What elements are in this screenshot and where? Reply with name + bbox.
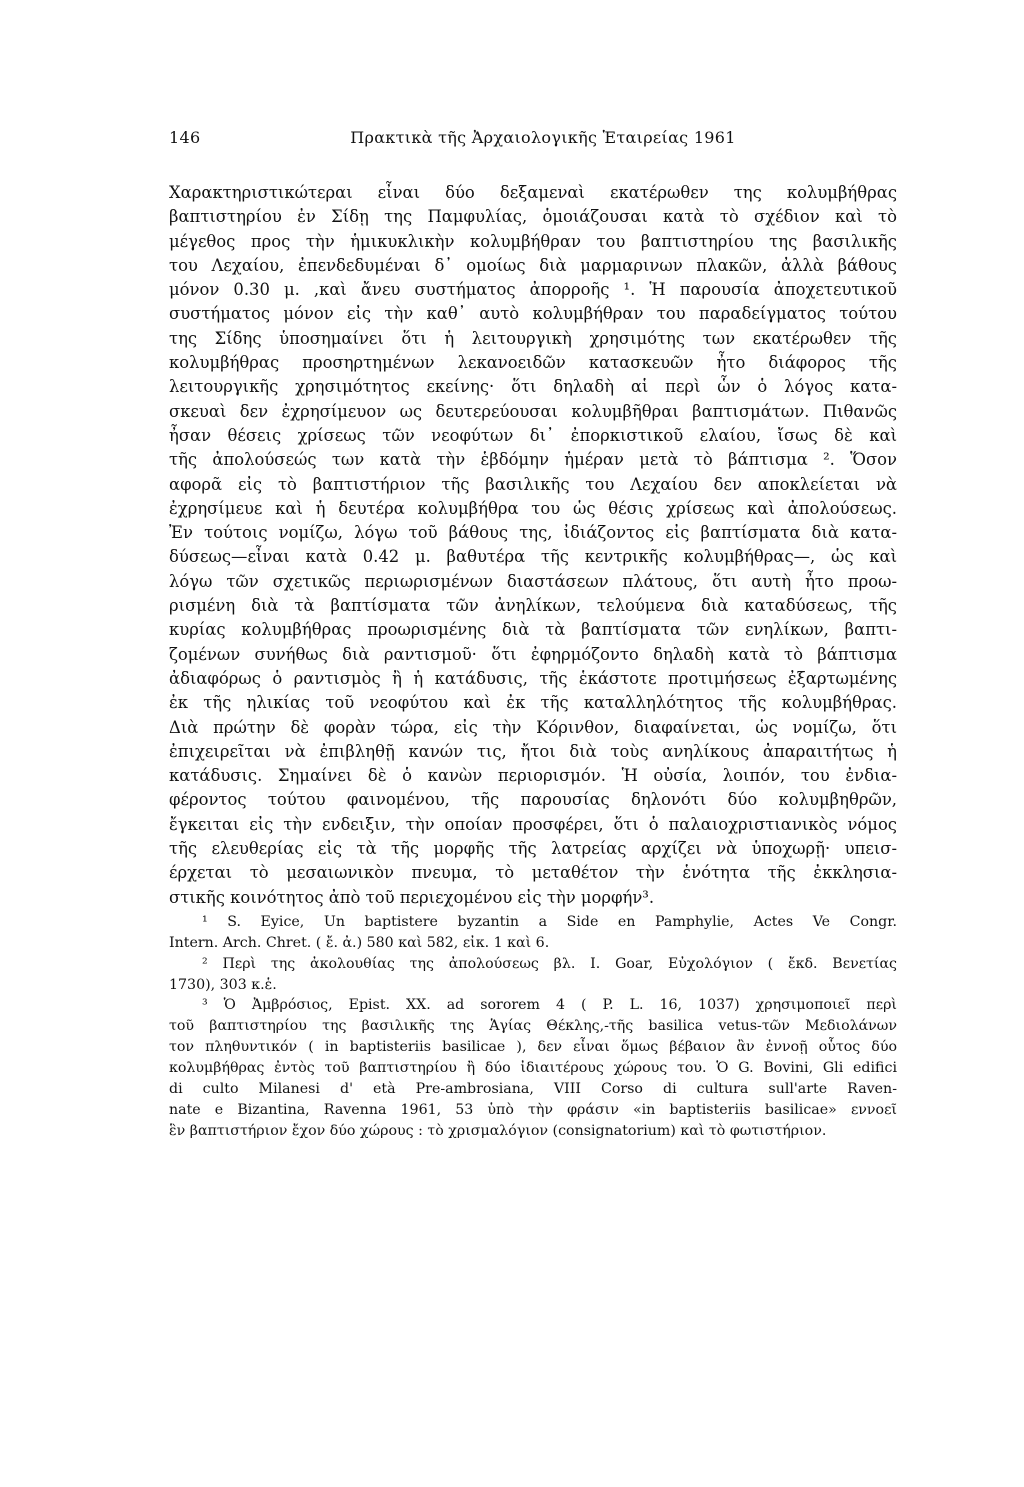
running-title: Πρακτικὰ τῆς Ἀρχαιολογικῆς Ἑταιρείας 1961 <box>350 128 736 147</box>
page-number: 146 <box>169 128 201 147</box>
text-line: συστήματος μόνον εἰς τὴν καθ᾿ αυτὸ κολυμβήθραν του παραδείγματος τούτου <box>169 304 897 324</box>
footnote-line: di culto Milanesi d' età Pre-ambrosiana, VIII Corso di cultura sull'arte Raven- <box>169 1081 897 1098</box>
text-line: τῆς ἀπολούσεώς των κατὰ τὴν ἑβδόμην ἡμέραν μετὰ τὸ βάπτισμα ². Ὅσον <box>169 450 897 470</box>
text-line: λόγω τῶν σχετικῶς περιωρισμένων διαστάσεων πλάτους, ὅτι αυτὴ ἦτο προω- <box>169 571 897 591</box>
text-line: τῆς ελευθερίας εἰς τὰ τῆς μορφῆς τῆς λατρείας αρχίζει νὰ ὑποχωρῇ· υπεισ- <box>169 839 897 859</box>
text-line: κατάδυσις. Σημαίνει δὲ ὁ κανὼν περιορισμόν. Ἡ οὐσία, λοιπόν, του ἐνδια- <box>169 766 897 786</box>
text-line: ἐκ τῆς ηλικίας τοῦ νεοφύτου καὶ ἐκ τῆς καταλληλότητος τῆς κολυμβήθρας. <box>169 693 897 713</box>
text-line: μέγεθος προς τὴν ἡμικυκλικὴν κολυμβήθραν του βαπτιστηρίου της βασιλικῆς <box>169 231 897 251</box>
text-line: Διὰ πρώτην δὲ φορὰν τώρα, εἰς τὴν Κόρινθον, διαφαίνεται, ὡς νομίζω, ὅτι <box>169 717 897 737</box>
text-line: ρισμένη διὰ τὰ βαπτίσματα τῶν ἀνηλίκων, τελούμενα διὰ καταδύσεως, τῆς <box>169 596 897 616</box>
text-line: κολυμβήθρας προσηρτημένων λεκανοειδῶν κατασκευῶν ἦτο διάφορος τῆς <box>169 353 897 373</box>
text-line: βαπτιστηρίου ἐν Σίδῃ της Παμφυλίας, ὁμοιάζουσαι κατὰ τὸ σχέδιον καὶ τὸ <box>169 207 897 227</box>
text-line: ἦσαν θέσεις χρίσεως τῶν νεοφύτων δι᾿ ἐπορκιστικοῦ ελαίου, ἴσως δὲ καὶ <box>169 425 897 445</box>
running-header <box>169 128 897 147</box>
text-line: δύσεως—εἶναι κατὰ 0.42 μ. βαθυτέρα τῆς κεντρικῆς κολυμβήθρας—, ὡς καὶ <box>169 547 897 567</box>
text-line: ἐπιχειρεῖται νὰ ἐπιβληθῇ κανών τις, ἤτοι διὰ τοὺς ανηλίκους ἀπαραιτήτως ἡ <box>169 741 897 761</box>
text-line: του Λεχαίου, ἐπενδεδυμέναι δ᾿ ομοίως διὰ μαρμαρινων πλακῶν, ἀλλὰ βάθους <box>169 255 897 275</box>
text-line: ἀδιαφόρως ὁ ραντισμὸς ἢ ἡ κατάδυσις, τῆς ἑκάστοτε προτιμήσεως ἐξαρτωμένης <box>169 668 897 688</box>
footnote-line: ἓν βαπτιστήριον ἔχον δύο χώρους : τὸ χρισμαλόγιον (consignatorium) καὶ τὸ φωτιστήριον. <box>169 1122 827 1139</box>
text-line: ἐχρησίμευε καὶ ἡ δευτέρα κολυμβήθρα του ὡς θέσις χρίσεως καὶ ἀπολούσεως. <box>169 498 897 518</box>
footnote-line: nate e Bizantina, Ravenna 1961, 53 ὑπὸ τὴν φράσιν «in baptisteriis basilicae» εννοεῖ <box>169 1101 897 1118</box>
footnotes <box>169 912 897 1142</box>
footnote-line: ¹ S. Eyice, Un baptistere byzantin a Side en Pamphylie, Actes Ve Congr. <box>202 913 897 930</box>
text-line: Ἐν τούτοις νομίζω, λόγω τοῦ βάθους της, ἰδιάζοντος εἰς βαπτίσματα διὰ κατα- <box>169 523 897 543</box>
text-line: αφορᾶ εἰς τὸ βαπτιστήριον τῆς βασιλικῆς του Λεχαίου δεν αποκλείεται νὰ <box>169 474 897 494</box>
text-line: στικῆς κοινότητος ἀπὸ τοῦ περιεχομένου εἰς τὴν μορφήν³. <box>169 887 655 907</box>
text-line: μόνον 0.30 μ. ,καὶ ἄνευ συστήματος ἀπορροῆς ¹. Ἡ παρουσία ἀποχετευτικοῦ <box>169 280 897 300</box>
text-line: της Σίδης ὑποσημαίνει ὅτι ἡ λειτουργικὴ χρησιμότης των εκατέρωθεν τῆς <box>169 328 897 348</box>
text-line: Χαρακτηριστικώτεραι εἶναι δύο δεξαμεναὶ εκατέρωθεν της κολυμβήθρας <box>169 183 897 202</box>
page <box>169 128 897 1142</box>
text-line: σκευαὶ δεν ἐχρησίμευον ως δευτερεύουσαι κολυμβῆθραι βαπτισμάτων. Πιθανῶς <box>169 401 897 421</box>
footnote-line: τοῦ βαπτιστηρίου της βασιλικῆς της Ἁγίας Θέκλης,-τῆς basilica vetus-τῶν Μεδιολάνων <box>169 1018 897 1035</box>
footnote-line: ² Περὶ της ἀκολουθίας της ἀπολούσεως βλ. I. Goar, Εὐχολόγιον ( ἔκδ. Βενετίας <box>202 955 897 972</box>
text-line: κυρίας κολυμβήθρας προωρισμένης διὰ τὰ βαπτίσματα τῶν ενηλίκων, βαπτι- <box>169 620 897 640</box>
text-line: ἔγκειται εἰς τὴν ενδειξιν, τὴν οποίαν προσφέρει, ὅτι ὁ παλαιοχριστιανικὸς νόμος <box>169 814 897 834</box>
text-line: έρχεται τὸ μεσαιωνικὸν πνευμα, τὸ μεταθέτον τὴν ἑνότητα τῆς ἐκκλησια- <box>169 863 897 883</box>
main-text <box>169 181 897 910</box>
text-line: φέροντος τούτου φαινομένου, τῆς παρουσίας δηλονότι δύο κολυμβηθρῶν, <box>169 790 897 810</box>
text-line: ζομένων συνήθως διὰ ραντισμοῦ· ὅτι ἐφηρμόζοντο δηλαδὴ κατὰ τὸ βάπτισμα <box>169 644 897 664</box>
footnote-line: τον πληθυντικόν ( in baptisteriis basilicae ), δεν εἶναι ὅμως βέβαιον ἂν ἐννοῇ οὗτος δύο <box>169 1039 897 1056</box>
text-line: λειτουργικῆς χρησιμότητος εκείνης· ὅτι δηλαδὴ αἱ περὶ ὧν ὁ λόγος κατα- <box>169 377 897 397</box>
footnote-line: κολυμβήθρας ἐντὸς τοῦ βαπτιστηρίου ἢ δύο ἰδιαιτέρους χώρους του. Ὁ G. Bovini, Gli edifici <box>169 1060 897 1077</box>
footnote-line: 1730), 303 κ.ἑ. <box>169 976 277 993</box>
footnote-line: Intern. Arch. Chret. ( ἔ. ἀ.) 580 καὶ 582, εἰκ. 1 καὶ 6. <box>169 934 550 951</box>
footnote-line: ³ Ὁ Ἀμβρόσιος, Epist. XX. ad sororem 4 ( P. L. 16, 1037) χρησιμοποιεῖ περὶ <box>202 997 897 1014</box>
